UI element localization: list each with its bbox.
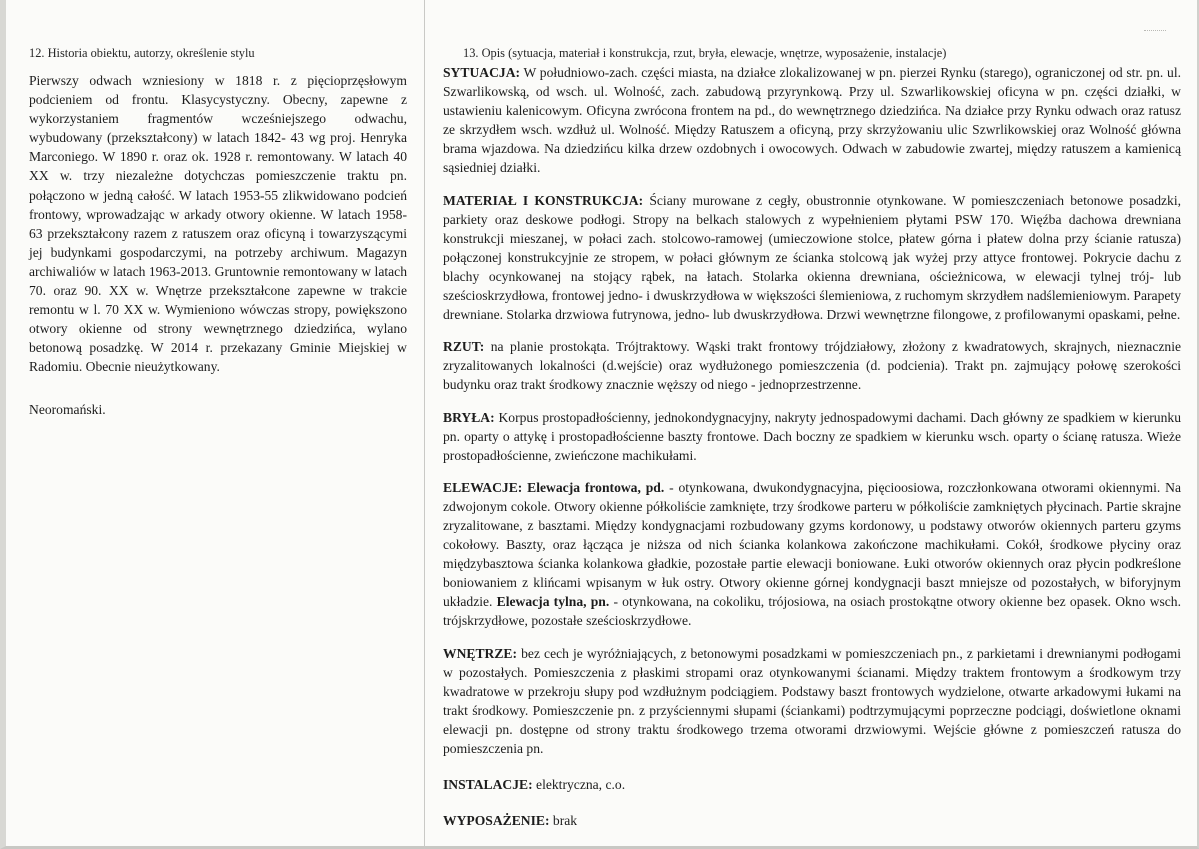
material-label: MATERIAŁ I KONSTRUKCJA: [443,192,644,208]
material-paragraph [443,191,1181,325]
front-elevation-text: - otynkowana, dwukondygnacyjna, pięcioosiowa, rozczłonkowana otworami okiennymi. Na zdwojonym cokole. Otwory okienne półkoliście zamknięte, trzy środkowe parteru w półkoliście zamkniętych płycinach. Partie skrajne zryzalitowane, z basztami. Między kondygnacjami rozbudowany gzyms kordonowy, u podstawy otworów okiennych parteru gzyms cokołowy. Baszty, oraz łącząca je niższa od nich ścianka kolankowa zakończone machikułami. Cokół, środkowe płyciny oraz międzybasztowa ścianka kolankowa gładkie, pozostałe partie elewacji boniowane. Łuki otworów okiennych oraz płycin podkreślone boniowaniem z klińcami wpisanym w łuk ostry. Otwory okienne górnej kondygnacji baszt mniejsze od pozostałych, w biforyjnym układzie. [443,479,1181,610]
situation-paragraph [443,63,1181,178]
pencil-mark [1144,30,1166,39]
massing-text: Korpus prostopadłościenny, jednokondygnacyjny, nakryty jednospadowymi dachami. Dach główny ze spadkiem w kierunku pn. oparty o attykę i prostopadłościenne baszty frontowe. Dach boczny ze spadkiem w kierunku wsch. oparty o ścianę ratusza. Wieże prostopadłościenne, zwieńczone machikułami. [443,409,1181,463]
rear-elevation-label: Elewacja tylna, pn. [496,594,610,610]
equipment-paragraph [443,811,1181,830]
history-text: Pierwszy odwach wzniesiony w 1818 r. z pięcioprzęsłowym podcieniem od frontu. Klasycystyczny. Obecny, zapewne z wykorzystaniem fragmentów wcześniejszego odwachu, wybudowany (przekształcony) w latach 1842- 43 wg proj. Henryka Marconiego. W 1890 r. oraz ok. 1928 r. remontowany. W latach 40 XX w. trzy niezależne dotychczas pomieszczenie traktu pn. połączono w jedną całość. W latach 1953-55 zlikwidowano podcień frontowy, wprowadzając w arkady otwory okienne. W latach 1958-63 przekształcony razem z ratuszem oraz oficyną i towarzyszącymi jej budynkami gospodarczymi, na potrzeby archiwum. Magazyn archiwaliów w latach 1963-2013. Gruntownie remontowany w latach 70. oraz 90. XX w. Wnętrze przekształcone zapewne w trakcie remontu w l. 70 XX w. Wymieniono wówczas stropy, powiększono otwory okienne od strony wewnętrznego dziedzińca, wylano betonową posadzkę. W 2014 r. przekazany Gminie Miejskiej w Radomiu. Obecnie nieużytkowany. [29,73,407,375]
massing-paragraph [443,408,1181,465]
interior-paragraph [443,644,1181,759]
elevations-label: ELEWACJE: [443,479,523,495]
interior-text: bez cech je wyróżniających, z betonowymi posadzkami w pomieszczeniach pn., z parkietami i drewnianymi podłogami w pozostałych. Pomieszczenia z płaskimi stropami oraz otynkowanymi ścianami. Między traktem frontowym a środkowym trzy kwadratowe w przekroju słupy pod wzdłużnym podciągiem. Podstawy baszt frontowych wydzielone, otwarte arkadowymi łukami na trakt środkowy. Pomieszczenie pn. z przyściennymi słupami (ściankami) podtrzymującymi poprzeczne podciągi, doświetlone oknami elewacji pn. dostępne od strony traktu środkowego trzema otworami drzwiowymi. Wejście główne z pomieszczeń ratusza do pomieszczenia pn. [443,645,1181,756]
plan-label: RZUT: [443,339,485,355]
massing-label: BRYŁA: [443,409,495,425]
installations-text: elektryczna, c.o. [532,777,626,793]
equipment-text: brak [549,813,578,829]
column-divider [424,0,425,849]
equipment-label: WYPOSAŻENIE: [443,813,550,829]
plan-text: na planie prostokąta. Trójtraktowy. Wąski trakt frontowy trójdziałowy, złożony z kwadratowych, skrajnych, nieznacznie zryzalitowanych lokalności (d.wejście) oraz wydłużonego pomieszczenia (d. podcienia). Trakt pn. zajmujący połowę szerokości budynku oraz trakt środkowy znacznie węższy od niego - jednoprzestrzenne. [443,339,1181,393]
plan-paragraph [443,337,1181,394]
installations-label: INSTALACJE: [443,777,533,793]
installations-paragraph [443,775,1181,794]
history-section [29,46,407,419]
history-section-title: 12. Historia obiektu, autorzy, określenie stylu [29,46,255,60]
description-section [443,46,1181,830]
material-text: Ściany murowane z cegły, obustronnie otynkowane. W pomieszczeniach betonowe posadzki, parkiety oraz deskowe podłogi. Stropy na belkach stalowych z wypełnieniem płytami PSW 170. Więźba dachowa drewniana konstrukcji mieszanej, w połaci zach. stolcowo-ramowej (umieczowione stolce, płatew górna i płatew dolna przy ścianie ratusza) połączonej konstrukcyjnie ze stropem, w połaci głównym ze ścianka stolcową jak wyżej przy attyce frontowej. Pokrycie dachu z blachy ocynkowanej na stojący rąbek, na łatach. Stolarka okienna drewniana, ościeżnicowa, w elewacji tylnej trój- lub sześcioskrzydłowa, frontowej jedno- i dwuskrzydłowa w większości ślemieniowa, z ruchomym skrzydłem nadślemieniowym. Parapety drewniane. Stolarka drzwiowa futrynowa, jedno- lub dwuskrzydłowa. Drzwi wewnętrzne filongowe, z profilowanymi opaskami, pełne. [443,192,1181,323]
style-text: Neoromański. [29,401,106,417]
front-elevation-label: Elewacja frontowa, pd. [522,479,665,495]
interior-label: WNĘTRZE: [443,645,518,661]
situation-text: W południowo-zach. części miasta, na działce zlokalizowanej w pn. pierzei Rynku (starego), ograniczonej od str. pn. ul. Szwarlikowską, od wsch. ul. Wolność, zach. zabudową przyrynkową. Przy ul. Szwarlikowskiej oficyna w pn. części działki, w ustawieniu kalenicowym. Oficyna zwrócona frontem na pd., do wewnętrznego dziedzińca. Na działce przy Rynku odwach oraz ratusz ze skrzydłem wsch. wzdłuż ul. Wolność. Między Ratuszem a oficyną, przy skrzyżowaniu ulic Szwrlikowskiej oraz Wolność główna brama wjazdowa. Na dziedzińcu kilka drzew ozdobnych i owocowych. Odwach w zabudowie zwartej, między ratuszem a kamienicą sąsiedniej działki. [443,65,1181,176]
description-section-title: 13. Opis (sytuacja, materiał i konstrukcja, rzut, bryła, elewacje, wnętrze, wyposażenie, instalacje) [463,46,947,60]
elevations-paragraph [443,478,1181,631]
situation-label: SYTUACJA: [443,65,521,80]
rear-elevation-text: - otynkowana, na cokoliku, trójosiowa, na osiach prostokątne otwory okienne bez opasek. Okno wsch. trójskrzydłowe, pozostałe sześcioskrzydłowe. [443,594,1181,629]
